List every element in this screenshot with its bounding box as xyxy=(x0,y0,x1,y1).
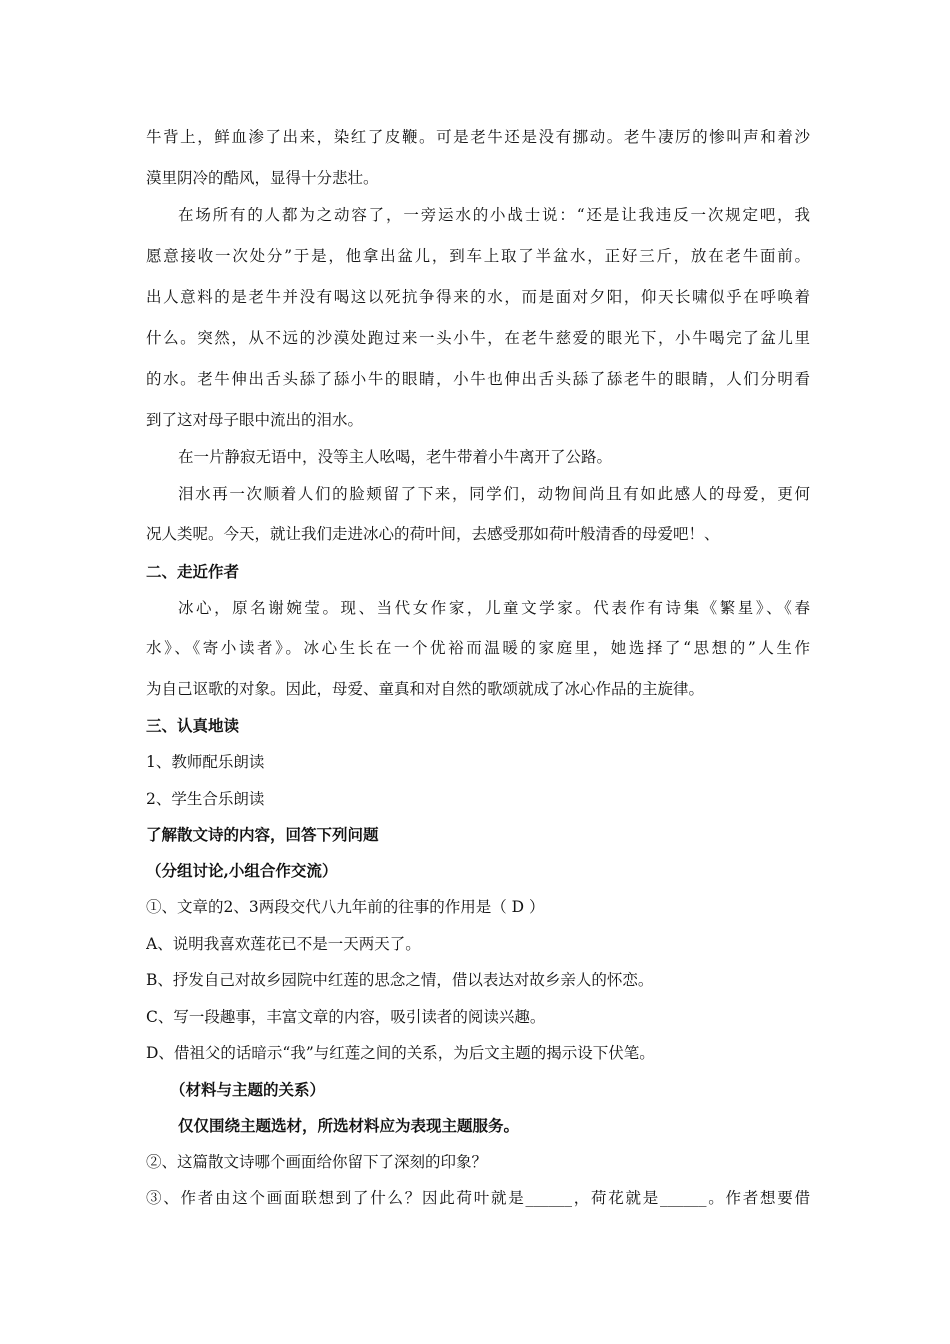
text-line: 在一片静寂无语中，没等主人吆喝，老牛带着小牛离开了公路。 xyxy=(178,448,613,466)
text-line: 在场所有的人都为之动容了，一旁运水的小战士说：“还是让我违反一次规定吧，我 xyxy=(178,206,810,224)
text-line: 三、认真地读 xyxy=(146,716,240,735)
text-line: 出人意料的是老牛并没有喝这以死抗争得来的水，而是面对夕阳，仰天长啸似乎在呼唤着 xyxy=(146,288,810,306)
text-line: （材料与主题的关系） xyxy=(170,1080,326,1099)
text-line: 到了这对母子眼中流出的泪水。 xyxy=(146,411,364,429)
text-line: 牛背上，鲜血渗了出来，染红了皮鞭。可是老牛还是没有挪动。老牛凄厉的惨叫声和着沙 xyxy=(146,128,810,146)
text-line: 水》、《寄小读者》。冰心生长在一个优裕而温暖的家庭里，她选择了“思想的”人生作 xyxy=(146,639,810,657)
text-line: 的水。老牛伸出舌头舔了舔小牛的眼睛，小牛也伸出舌头舔了舔老牛的眼睛，人们分明看 xyxy=(146,370,810,388)
text-line: 为自己讴歌的对象。因此，母爱、童真和对自然的歌颂就成了冰心作品的主旋律。 xyxy=(146,680,705,698)
text-line: 2、学生合乐朗读 xyxy=(146,790,265,808)
text-line: 况人类呢。今天，就让我们走进冰心的荷叶间，去感受那如荷叶般清香的母爱吧！、 xyxy=(146,525,720,543)
text-line: 什么。突然，从不远的沙漠处跑过来一头小牛，在老牛慈爱的眼光下，小牛喝完了盆儿里 xyxy=(146,329,810,347)
text-line: 愿意接收一次处分”于是，他拿出盆儿，到车上取了半盆水，正好三斤，放在老牛面前。 xyxy=(146,247,810,265)
text-line: ②、这篇散文诗哪个画面给你留下了深刻的印象？ xyxy=(146,1153,488,1171)
text-line: 泪水再一次顺着人们的脸颊留了下来，同学们，动物间尚且有如此感人的母爱，更何 xyxy=(178,485,810,503)
text-line: ③、作者由这个画面联想到了什么？因此荷叶就是______，荷花就是______。作者想要借 xyxy=(146,1189,810,1207)
text-line: A、说明我喜欢莲花已不是一天两天了。 xyxy=(146,935,421,953)
text-line: 二、走近作者 xyxy=(146,562,240,581)
text-line: 仅仅围绕主题选材，所选材料应为表现主题服务。 xyxy=(178,1116,520,1135)
text-line: 冰心，原名谢婉莹。现、当代女作家，儿童文学家。代表作有诗集《繁星》、《春 xyxy=(178,599,810,617)
text-line: 了解散文诗的内容，回答下列问题 xyxy=(146,825,379,844)
text-line: ①、文章的2、3两段交代八九年前的往事的作用是（ D ） xyxy=(146,898,545,916)
text-line: （分组讨论,小组合作交流） xyxy=(146,861,338,880)
text-line: 漠里阴冷的酷风，显得十分悲壮。 xyxy=(146,169,379,187)
text-line: C、写一段趣事，丰富文章的内容，吸引读者的阅读兴趣。 xyxy=(146,1008,546,1026)
text-line: B、抒发自己对故乡园院中红莲的思念之情，借以表达对故乡亲人的怀恋。 xyxy=(146,971,654,989)
text-line: 1、教师配乐朗读 xyxy=(146,753,265,771)
text-line: D、借祖父的话暗示“我”与红莲之间的关系，为后文主题的揭示设下伏笔。 xyxy=(146,1044,655,1062)
